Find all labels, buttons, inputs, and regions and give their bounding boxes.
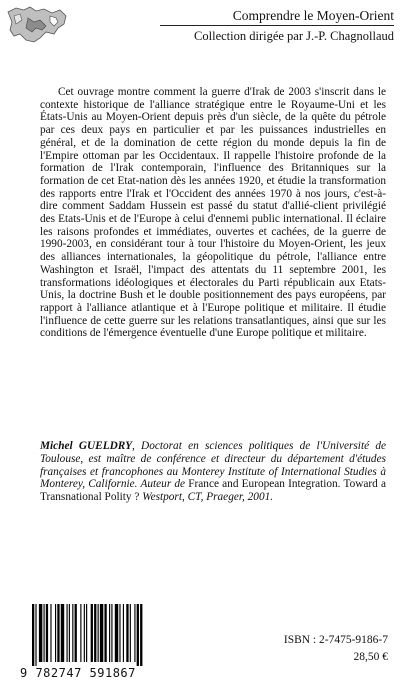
- barcode-bar: [100, 604, 103, 662]
- barcode-bar: [50, 604, 51, 662]
- barcode-bar: [80, 604, 81, 662]
- author-book-title: France and European Integration. Toward a Transnational Polity ?: [40, 478, 386, 504]
- price: 28,50 €: [353, 651, 388, 663]
- barcode-bar: [115, 604, 118, 662]
- barcode-bar: [91, 604, 93, 662]
- author-name: Michel GUELDRY: [40, 440, 132, 452]
- barcode-bar: [137, 604, 139, 666]
- barcode-bar: [98, 604, 99, 662]
- barcode-bar: [46, 604, 48, 662]
- author-bio: [40, 440, 386, 504]
- barcode-image: [28, 604, 184, 666]
- collection-header: [160, 8, 394, 44]
- barcode-bar: [39, 604, 42, 662]
- barcode-bar: [94, 604, 96, 662]
- collection-title: Comprendre le Moyen-Orient: [160, 8, 394, 26]
- barcode-bar: [130, 604, 131, 662]
- barcode-bar: [72, 604, 73, 662]
- author-book-publisher: Westport, CT, Praeger, 2001.: [142, 491, 274, 504]
- barcode-bar: [126, 604, 128, 662]
- barcode-bar: [123, 604, 124, 662]
- barcode-bar: [69, 604, 70, 662]
- barcode-bar: [44, 604, 45, 662]
- barcode-digits: 9 782747 591867: [20, 666, 136, 680]
- book-summary: Cet ouvrage montre comment la guerre d'Irak de 2003 s'inscrit dans le contexte historique de l'alliance stratégique entre le Royaume-Uni et les États-Unis au Moyen-Orient depuis près d'un siècle, de la quête du pétrole par ces deux pays en particulier et par les puissances industrielles en général, et de la domination de cette région du monde depuis la fin de l'Empire ottoman par les Occidentaux. Il rappelle l'histoire profonde de la formation de l'Irak contemporain, l'influence des Britanniques sur la formation de cet Etat-nation dès les années 1920, et étudie la transformation des rapports entre l'Irak et l'Occident des années 1970 à nos jours, c'est-à-dire comment Saddam Hussein est passé du statut d'allié-client privilégié des Etats-Unis et de l'Europe à celui d'ennemi public international. Il éclaire les raisons profondes et immédiates, ouvertes et cachées, de la guerre de 1990-2003, en considérant tour à tour l'histoire du Moyen-Orient, les jeux des alliances internationales, la géopolitique du pétrole, l'alliance entre Washington et Israël, l'impact des attentats du 11 septembre 2001, les transformations idéologiques et électorales du Parti républicain aux Etats-Unis, la doctrine Bush et le double positionnement des pays européens, par rapport à l'alliance atlantique et à l'Europe politique et militaire. Il étudie l'influence de cette guerre sur les relations transatlantiques, ainsi que sur les conditions de l'émergence éventuelle d'une Europe politique et militaire.: [40, 86, 386, 340]
- barcode-bar: [32, 604, 34, 666]
- barcode-bar: [134, 604, 135, 662]
- middle-east-map-logo: [6, 4, 68, 46]
- barcode-bar: [140, 604, 142, 666]
- barcode-bar: [61, 604, 64, 662]
- author-bio-text: , Doctorat en sciences politiques de l'Université de Toulouse, est maître de conférence et directeur du département d'études françaises et francophones au Monterey Institute of International Studies à Monterey, Californie. Auteur de: [40, 440, 386, 491]
- collection-director: Collection dirigée par J.-P. Chagnollaud: [194, 29, 394, 43]
- barcode-bar: [57, 604, 59, 662]
- barcode-bar: [86, 604, 87, 662]
- barcode-bar: [104, 604, 106, 662]
- barcode-bar: [84, 604, 85, 662]
- barcode-bar: [55, 604, 56, 662]
- barcode-bar: [35, 604, 36, 666]
- barcode-bar: [111, 604, 112, 662]
- barcode-bar: [109, 604, 110, 662]
- barcode-bar: [119, 604, 120, 662]
- isbn: ISBN : 2-7475-9186-7: [283, 634, 388, 646]
- barcode-bar: [67, 604, 68, 662]
- barcode-bar: [75, 604, 77, 662]
